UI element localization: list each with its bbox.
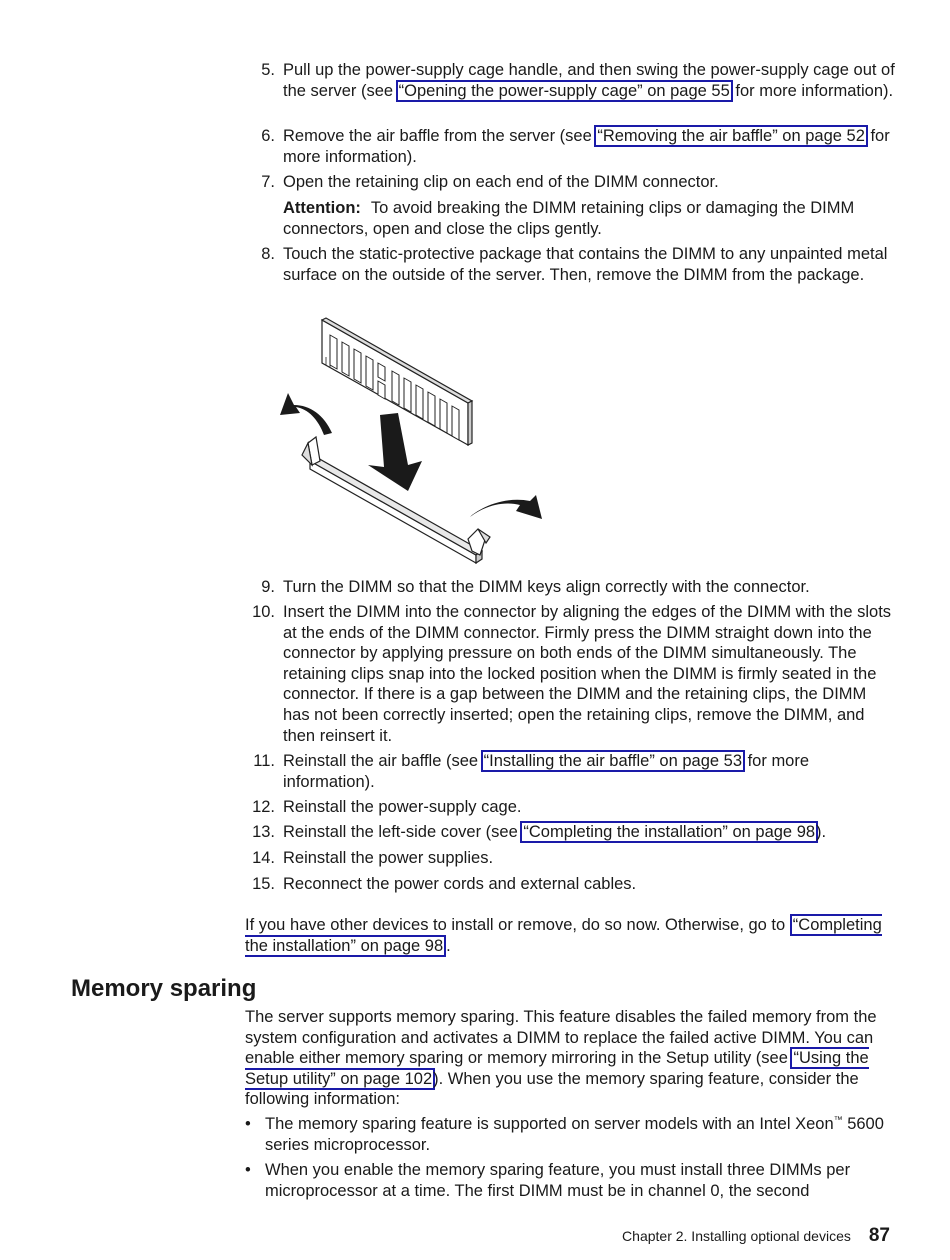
link-opening-power-supply-cage[interactable]: “Opening the power-supply cage” on page 55 bbox=[396, 80, 733, 102]
step-text: Remove the air baffle from the server (see “Removing the air baffle” on page 52 for more information). bbox=[283, 127, 890, 166]
bullet-text: When you enable the memory sparing feature, you must install three DIMMs per microprocessor at a time. The first DIMM must be in channel 0, the second bbox=[265, 1161, 851, 1200]
curved-arrow-left-icon bbox=[280, 393, 332, 435]
step-text: Touch the static-protective package that contains the DIMM to any unpainted metal surface on the outside of the server. Then, remove the DIMM from the package. bbox=[283, 245, 888, 284]
step-text: Reinstall the power-supply cage. bbox=[283, 798, 522, 816]
step-number: 7. bbox=[261, 173, 275, 191]
step-text: Pull up the power-supply cage handle, and then swing the power-supply cage out of the server (see “Opening the power-supply cage” on page 55 for more information). bbox=[283, 61, 895, 100]
link-using-setup-utility[interactable]: “Using the Setup utility” on page 102 bbox=[245, 1049, 869, 1088]
bullet-text: The memory sparing feature is supported on server models with an Intel Xeon™ 5600 series microprocessor. bbox=[265, 1114, 884, 1154]
step-number: 9. bbox=[261, 578, 275, 596]
link-completing-installation-2[interactable]: “Completing the installation” on page 98 bbox=[245, 916, 882, 955]
step-number: 8. bbox=[261, 245, 275, 263]
step-number: 5. bbox=[261, 61, 275, 79]
dimm-installation-illustration bbox=[280, 315, 550, 565]
link-completing-installation[interactable]: “Completing the installation” on page 98 bbox=[520, 821, 818, 843]
step-text: Reinstall the power supplies. bbox=[283, 849, 494, 867]
bullet-marker: • bbox=[245, 1161, 251, 1179]
step-number: 12. bbox=[252, 798, 275, 816]
footer-chapter: Chapter 2. Installing optional devices bbox=[622, 1228, 851, 1244]
bullet-marker: • bbox=[245, 1115, 251, 1133]
step-number: 6. bbox=[261, 127, 275, 145]
link-removing-air-baffle[interactable]: “Removing the air baffle” on page 52 bbox=[594, 125, 868, 147]
step-number: 14. bbox=[252, 849, 275, 867]
attention-label: Attention: bbox=[283, 199, 361, 217]
step-number: 15. bbox=[252, 875, 275, 893]
step-text: Reinstall the left-side cover (see “Completing the installation” on page 98). bbox=[283, 823, 827, 841]
attention-text: To avoid breaking the DIMM retaining clips or damaging the DIMM connectors, open and close the clips gently. bbox=[283, 199, 855, 238]
step-text: Turn the DIMM so that the DIMM keys align correctly with the connector. bbox=[283, 578, 810, 596]
step-text: Insert the DIMM into the connector by aligning the edges of the DIMM with the slots at the ends of the DIMM connector. Firmly press the DIMM straight down into the connector by applying pressure on both ends of the DIMM simultaneously. The retaining clips snap into the locked position when the DIMM is firmly seated in the connector. If there is a gap between the DIMM and the retaining clips, the DIMM has not been correctly inserted; open the retaining clips, remove the DIMM, and then reinsert it. bbox=[283, 603, 892, 745]
page-number: 87 bbox=[868, 1225, 890, 1246]
step-text: Reconnect the power cords and external cables. bbox=[283, 875, 637, 893]
section-intro: The server supports memory sparing. This feature disables the failed memory from the system configuration and activates a DIMM to replace the failed active DIMM. You can enable either memory sparing or memory mirroring in the Setup utility (see “Using the Setup utility” on page 102). When you use the memory sparing feature, consider the following information: bbox=[245, 1008, 877, 1109]
step-number: 11. bbox=[253, 752, 275, 770]
page-footer bbox=[622, 1226, 890, 1247]
down-arrow-icon bbox=[368, 413, 422, 491]
attention-note bbox=[283, 198, 883, 239]
step-text: Reinstall the air baffle (see “Installing the air baffle” on page 53 for more information). bbox=[283, 752, 810, 791]
section-heading: Memory sparing bbox=[71, 975, 257, 1002]
step-text: Open the retaining clip on each end of the DIMM connector. bbox=[283, 173, 719, 191]
step-number: 13. bbox=[252, 823, 275, 841]
closing-paragraph: If you have other devices to install or remove, do so now. Otherwise, go to “Completing the installation” on page 98 . bbox=[245, 916, 882, 955]
step-number: 10. bbox=[252, 603, 275, 621]
link-installing-air-baffle[interactable]: “Installing the air baffle” on page 53 bbox=[481, 750, 745, 772]
curved-arrow-right-icon bbox=[470, 495, 542, 519]
